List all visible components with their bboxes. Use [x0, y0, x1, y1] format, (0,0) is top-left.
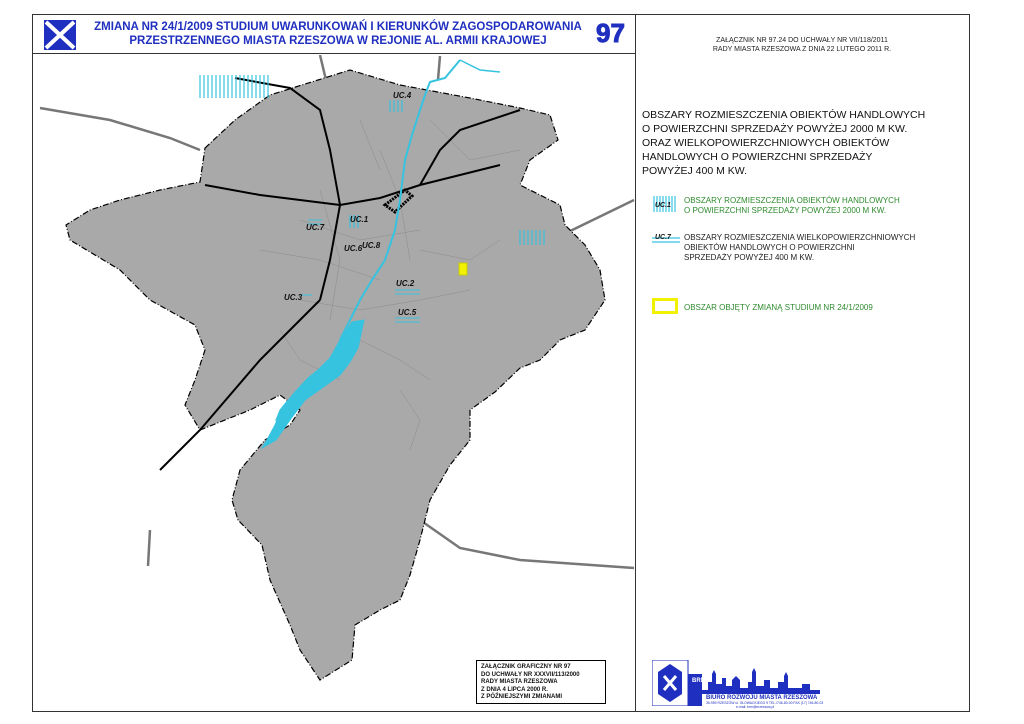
road-north-east — [438, 56, 440, 80]
stamp-line-5: Z PÓŹNIEJSZYMI ZMIANAMI — [481, 694, 562, 701]
map-label-uc6: UC.6 — [344, 244, 363, 253]
legend-item-study-area — [684, 303, 873, 313]
map-label-uc8: UC.8 — [362, 241, 381, 250]
legend-swatch-zone-400 — [652, 232, 680, 246]
legend-item2-line-3: SPRZEDAŻY POWYŻEJ 400 M KW. — [684, 253, 815, 262]
bureau-name: BIURO ROZWOJU MIASTA RZESZOWA — [706, 695, 818, 701]
legend-heading-line-1: OBSZARY ROZMIESZCZENIA OBIEKTÓW HANDLOWYCH — [642, 109, 926, 121]
map-label-uc4: UC.4 — [393, 91, 412, 100]
legend-item3-line-1: OBSZAR OBJĘTY ZMIANĄ STUDIUM NR 24/1/2009 — [684, 303, 873, 312]
study-change-area — [459, 263, 467, 275]
annex-line-2: RADY MIASTA RZESZOWA Z DNIA 22 LUTEGO 2011 R. — [712, 46, 892, 53]
coat-of-arms-icon — [44, 20, 76, 50]
road-north — [320, 55, 326, 80]
bureau-address: 35-959 RZESZÓW ul. SŁOWACKIEGO 9 TEL./746-80-00 FAX (17) 746-80-03 — [706, 701, 824, 705]
legend-heading-line-4: HANDLOWYCH O POWIERZCHNI SPRZEDAŻY — [642, 151, 873, 163]
road-west — [40, 108, 200, 150]
logo-letters: BRMR — [692, 678, 710, 684]
legend-item-zone-2000 — [684, 196, 900, 216]
annex-note — [652, 36, 952, 54]
title-line-2: PRZESTRZENNEGO MIASTA RZESZOWA W REJONIE AL. ARMII KRAJOWEJ — [129, 35, 547, 47]
road-south-east — [420, 520, 634, 568]
legend-symbol-label-2: UC.7 — [655, 234, 671, 241]
stamp-line-2: DO UCHWAŁY NR XXXVII/113/2000 — [481, 671, 580, 678]
legend-heading-line-2: O POWIERZCHNI SPRZEDAŻY POWYŻEJ 2000 M KW. — [642, 123, 908, 135]
legend-item1-line-2: O POWIERZCHNI SPRZEDAŻY POWYŻEJ 2000 M KW. — [684, 206, 887, 215]
map-title — [88, 20, 588, 48]
stamp-line-4: Z DNIA 4 LIPCA 2000 R. — [481, 686, 548, 693]
city-map — [33, 55, 635, 711]
map-label-uc3: UC.3 — [284, 293, 303, 302]
legend-item2-line-2: OBIEKTÓW HANDLOWYCH O POWIERZCHNI — [684, 243, 855, 252]
map-label-uc5: UC.5 — [398, 308, 417, 317]
legend-symbol-label-1: UC.1 — [655, 202, 671, 209]
bureau-email: e-mail: brm@erzeszow.pl — [736, 705, 775, 709]
legend-item1-line-1: OBSZARY ROZMIESZCZENIA OBIEKTÓW HANDLOWYCH — [684, 196, 900, 205]
resolution-stamp — [476, 660, 606, 704]
legend-item2-line-1: OBSZARY ROZMIESZCZENIA WIELKOPOWIERZCHNIOWYCH — [684, 233, 916, 242]
annex-line-1: ZAŁĄCZNIK NR 97.24 DO UCHWAŁY NR VII/118/2011 — [716, 37, 888, 44]
legend-item-zone-400 — [684, 233, 915, 263]
legend-swatch-study-area — [652, 298, 678, 314]
stamp-line-1: ZAŁĄCZNIK GRAFICZNY NR 97 — [481, 664, 571, 670]
bureau-logo — [652, 660, 824, 709]
map-label-uc7: UC.7 — [306, 223, 325, 232]
road-south-west — [148, 530, 150, 566]
legend-swatch-zone-2000 — [652, 196, 678, 212]
legend-heading-line-5: POWYŻEJ 400 M KW. — [642, 165, 748, 177]
map-label-uc2: UC.2 — [396, 279, 415, 288]
map-label-uc1: UC.1 — [350, 215, 369, 224]
title-line-1: ZMIANA NR 24/1/2009 STUDIUM UWARUNKOWAŃ I KIERUNKÓW ZAGOSPODAROWANIA — [94, 21, 582, 33]
stamp-line-3: RADY MIASTA RZESZOWA — [481, 679, 558, 686]
sheet-number: 97 — [596, 18, 625, 48]
legend-heading-line-3: ORAZ WIELKOPOWIERZCHNIOWYCH OBIEKTÓW — [642, 137, 890, 149]
legend-heading — [642, 108, 962, 178]
